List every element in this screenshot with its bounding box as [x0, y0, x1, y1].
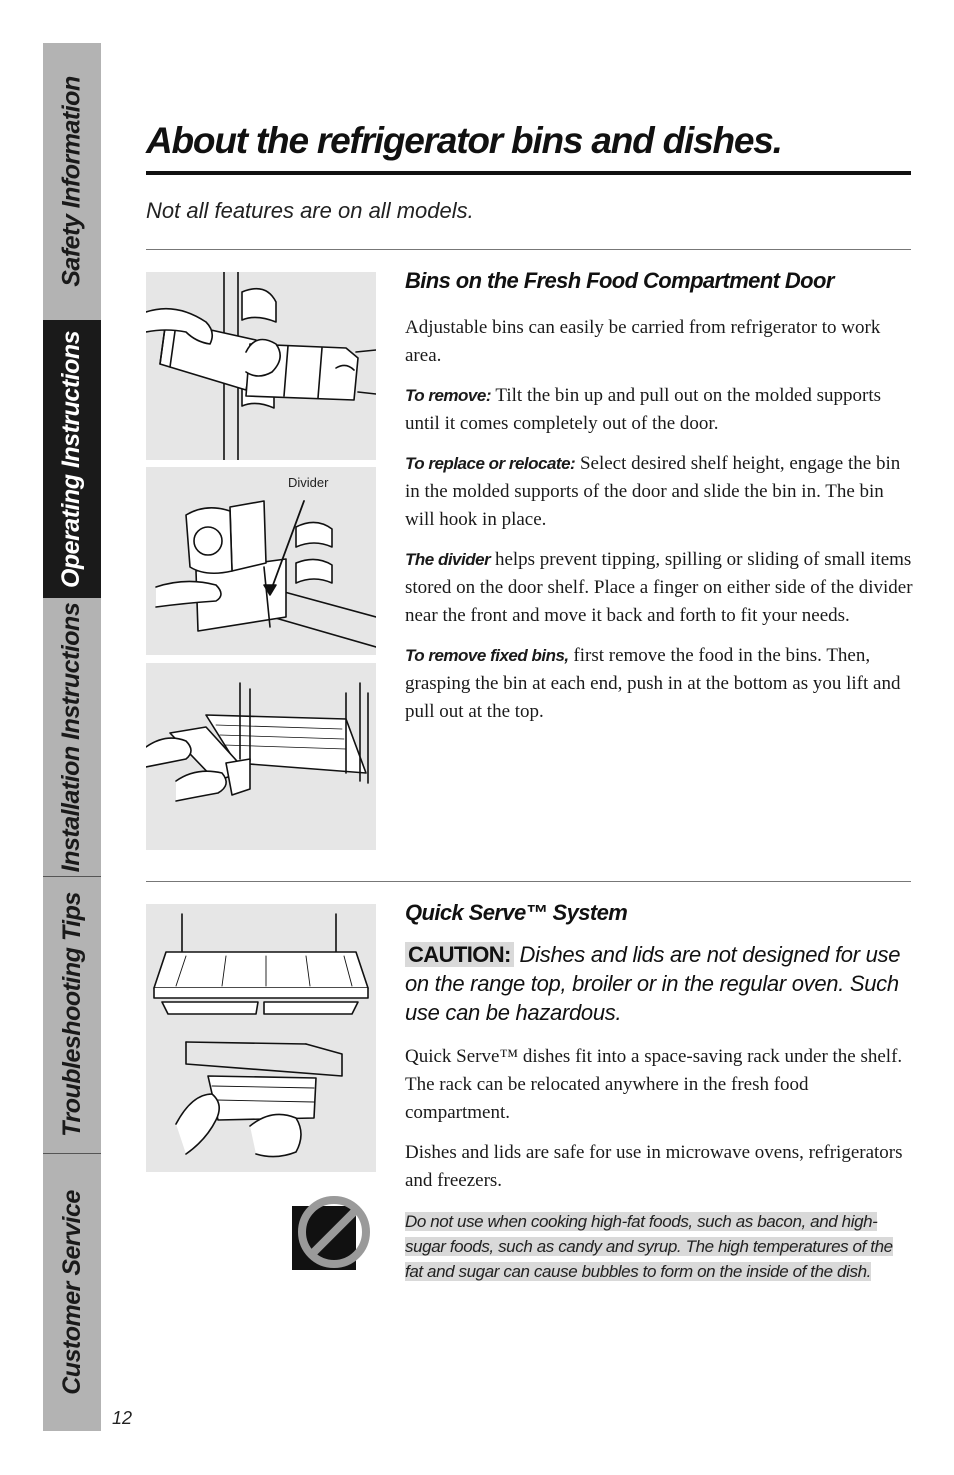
- bins-section: [405, 268, 915, 738]
- bins-paragraph: [405, 642, 915, 726]
- page-title: About the refrigerator bins and dishes.: [146, 120, 782, 161]
- tab-installation-instructions[interactable]: [43, 598, 101, 876]
- section-divider: [146, 249, 911, 250]
- section-divider: [146, 881, 911, 882]
- tab-label: Customer Service: [57, 1189, 86, 1395]
- paragraph-text: Select desired shelf height, engage the bin in the molded supports of the door and slide the bin in. The bin will hook in place.: [405, 453, 901, 530]
- quick-serve-paragraph: Dishes and lids are safe for use in microwave ovens, refrigerators and freezers.: [405, 1142, 903, 1191]
- bins-title: Bins on the Fresh Food Compartment Door: [405, 268, 834, 293]
- tab-label: Safety Information: [57, 76, 86, 287]
- bins-paragraph: [405, 546, 915, 630]
- tab-label: Installation Instructions: [57, 602, 86, 872]
- remove-fixed-bin-illustration: [146, 663, 376, 850]
- warning-note-highlight: Do not use when cooking high-fat foods, such as bacon, and high-sugar foods, such as candy and syrup. The high temperatures of the fat and sugar can cause bubbles to form on the inside of the dish.: [405, 1212, 893, 1281]
- warning-note-text: [400, 1209, 910, 1284]
- no-symbol-icon: [290, 1188, 374, 1272]
- tab-operating-instructions[interactable]: [43, 320, 101, 598]
- warning-note: [400, 1209, 910, 1285]
- title-rule: [146, 171, 911, 175]
- quick-serve-paragraph: Quick Serve™ dishes fit into a space-saving rack under the shelf. The rack can be relocated anywhere in the fresh food compartment.: [405, 1046, 903, 1123]
- tab-customer-service[interactable]: [43, 1153, 101, 1431]
- tab-troubleshooting-tips[interactable]: [43, 876, 101, 1153]
- paragraph-text: Tilt the bin up and pull out on the molded supports until it comes completely out of the door.: [405, 385, 882, 434]
- paragraph-lead: To remove fixed bins,: [405, 646, 569, 665]
- caution-label: CAUTION:: [405, 942, 514, 967]
- bins-paragraph: [405, 450, 915, 534]
- bins-intro: Adjustable bins can easily be carried from refrigerator to work area.: [405, 317, 881, 366]
- quick-serve-section: [405, 900, 915, 1207]
- caution-statement: [405, 940, 915, 1027]
- paragraph-lead: To replace or relocate:: [405, 454, 576, 473]
- tab-label: Troubleshooting Tips: [57, 892, 86, 1137]
- page-number: 12: [112, 1408, 133, 1428]
- section-sidebar: [43, 43, 101, 1431]
- tab-label: Operating Instructions: [57, 330, 86, 588]
- paragraph-text: first remove the food in the bins. Then, grasping the bin at each end, push in at the bottom as you lift and pull out at the top.: [405, 645, 901, 722]
- bins-paragraph: [405, 382, 915, 438]
- paragraph-lead: The divider: [405, 550, 491, 569]
- tab-safety-information[interactable]: [43, 43, 101, 320]
- remove-bin-illustration: [146, 272, 376, 460]
- paragraph-lead: To remove:: [405, 386, 492, 405]
- divider-illustration: [146, 467, 376, 655]
- paragraph-text: helps prevent tipping, spilling or sliding of small items stored on the door shelf. Place a finger on either side of the divider near the front and move it back and forth to fit your needs.: [405, 549, 913, 626]
- quick-serve-illustration: [146, 904, 376, 1172]
- caution-text: Dishes and lids are not designed for use on the range top, broiler or in the regular oven. Such use can be hazardous.: [405, 942, 901, 1025]
- page-subtitle: Not all features are on all models.: [146, 198, 474, 223]
- quick-serve-title: Quick Serve™ System: [405, 900, 628, 925]
- divider-label: Divider: [288, 475, 329, 490]
